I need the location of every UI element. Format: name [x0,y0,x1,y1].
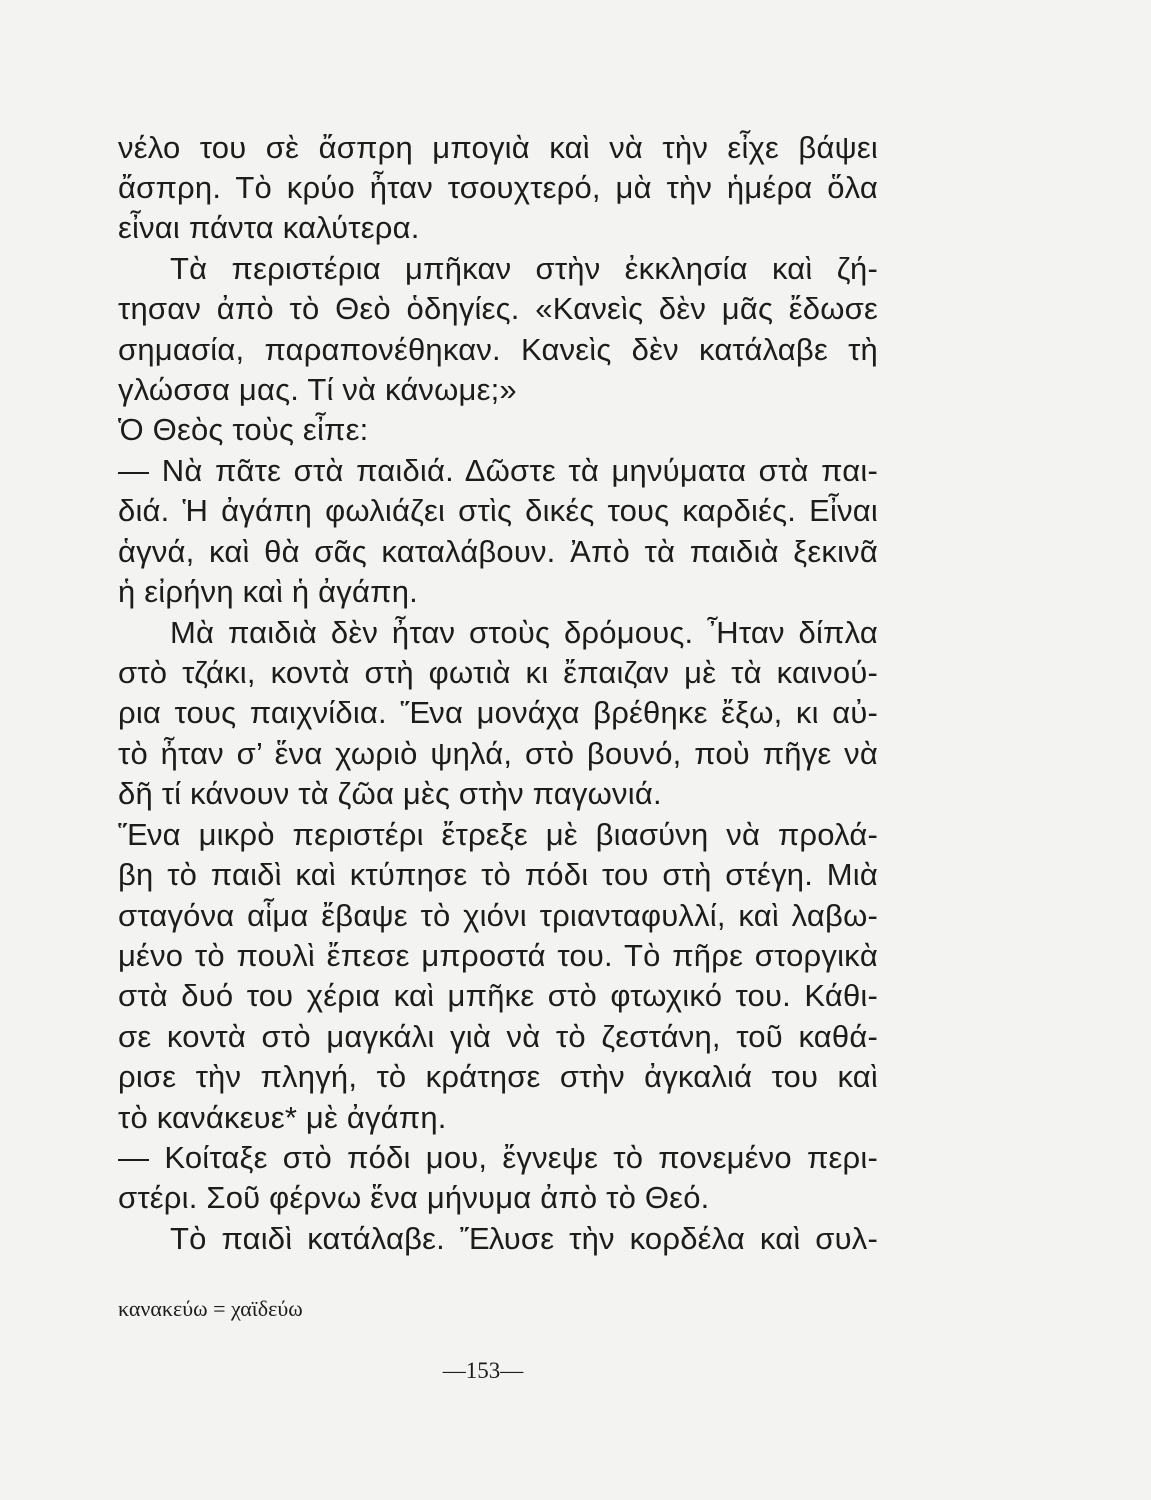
text-line: — Νὰ πᾶτε στὰ παιδιά. Δῶστε τὰ μηνύματα στὰ παι- [118,453,878,488]
text-line: σταγόνα αἷμα ἔβαψε τὸ χιόνι τριανταφυλλί, καὶ λαβω- [118,898,878,933]
text-line: ἡ εἰρήνη καὶ ἡ ἀγάπη. [118,574,418,609]
text-line: ρια τους παιχνίδια. Ἕνα μονάχα βρέθηκε ἔξω, κι αὐ- [118,695,878,730]
text-line: ἁγνά, καὶ θὰ σᾶς καταλάβουν. Ἀπὸ τὰ παιδιὰ ξεκινᾶ [118,534,878,569]
text-line: νέλο του σὲ ἄσπρη μπογιὰ καὶ νὰ τὴν εἶχε βάψει [118,130,878,165]
text-line: Ὁ Θεὸς τοὺς εἶπε: [118,412,369,447]
text-line: Τὸ παιδὶ κατάλαβε. Ἔλυσε τὴν κορδέλα καὶ συλ- [170,1221,878,1256]
text-line: βη τὸ παιδὶ καὶ κτύπησε τὸ πόδι του στὴ στέγη. Μιὰ [118,857,878,892]
text-line: Ἕνα μικρὸ περιστέρι ἔτρεξε μὲ βιασύνη νὰ προλά- [118,817,878,852]
text-line: Τὰ περιστέρια μπῆκαν στὴν ἐκκλησία καὶ ζή- [170,251,878,286]
text-line: σημασία, παραπονέθηκαν. Κανεὶς δὲν κατάλαβε τὴ [118,332,878,367]
text-line: δῆ τί κάνουν τὰ ζῶα μὲς στὴν παγωνιά. [118,776,662,811]
text-line: ρισε τὴν πληγή, τὸ κράτησε στὴν ἀγκαλιά του καὶ [118,1059,878,1094]
text-line: τὸ ἦταν σ’ ἕνα χωριὸ ψηλά, στὸ βουνό, ποὺ πῆγε νὰ [118,736,878,771]
text-line: — Κοίταξε στὸ πόδι μου, ἔγνεψε τὸ πονεμένο περι- [118,1140,878,1175]
text-line: στέρι. Σοῦ φέρνω ἕνα μήνυμα ἀπὸ τὸ Θεό. [118,1180,710,1215]
text-line: ἄσπρη. Τὸ κρύο ἦταν τσουχτερό, μὰ τὴν ἡμέρα ὅλα [118,170,878,205]
text-line: τησαν ἀπὸ τὸ Θεὸ ὁδηγίες. «Κανεὶς δὲν μᾶς ἔδωσε [118,291,878,326]
text-line: Μὰ παιδιὰ δὲν ἦταν στοὺς δρόμους. Ἦταν δίπλα [170,615,878,650]
text-line: γλώσσα μας. Τί νὰ κάνωμε;» [118,372,517,407]
text-line: στὰ δυό του χέρια καὶ μπῆκε στὸ φτωχικό του. Κάθι- [118,978,878,1013]
text-line: σε κοντὰ στὸ μαγκάλι γιὰ νὰ τὸ ζεστάνη, τοῦ καθά- [118,1019,878,1054]
text-line: διά. Ἡ ἀγάπη φωλιάζει στὶς δικές τους καρδιές. Εἶναι [118,493,878,528]
text-line: στὸ τζάκι, κοντὰ στὴ φωτιὰ κι ἔπαιζαν μὲ τὰ καινού- [118,655,878,690]
text-line: τὸ κανάκευε* μὲ ἀγάπη. [118,1100,447,1135]
text-line: εἶναι πάντα καλύτερα. [118,210,420,245]
page-number: —153— [442,1358,524,1383]
text-line: μένο τὸ πουλὶ ἔπεσε μπροστά του. Τὸ πῆρε στοργικὰ [118,938,878,973]
footnote: κανακεύω = χαϊδεύω [118,1296,303,1321]
